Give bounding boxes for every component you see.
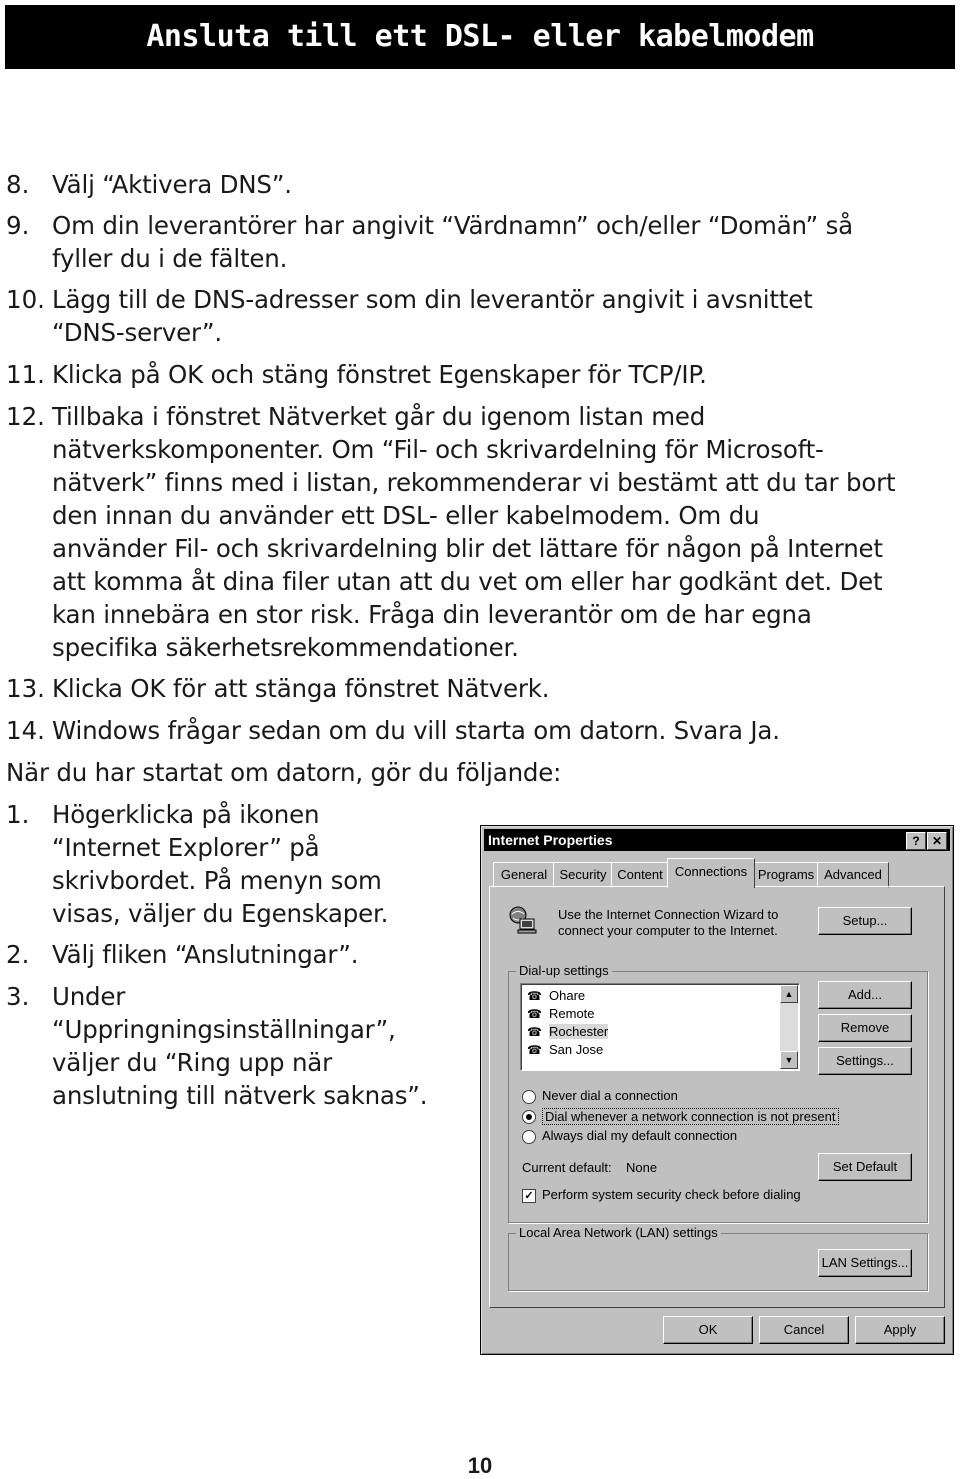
step-text: kan innebära en stor risk. Fråga din leverantör om de har egna [52, 600, 812, 629]
list-item[interactable] [527, 1005, 595, 1022]
option-label: Always dial my default connection [542, 1128, 738, 1143]
wizard-text [558, 907, 778, 939]
step-text: Lägg till de DNS-adresser som din leverantör angivit i avsnittet [52, 285, 813, 314]
help-button[interactable]: ? [906, 832, 926, 850]
tab-programs[interactable]: Programs [753, 862, 819, 888]
step-number: 1. [6, 800, 30, 829]
step-number: 12. [6, 402, 45, 431]
dialog-titlebar [484, 829, 950, 851]
dialup-connection-icon: ☎ [527, 989, 542, 1003]
tab-general[interactable]: General [493, 862, 555, 888]
step-text: nätverk” finns med i listan, rekommenderar vi bestämt att du tar bort [52, 468, 896, 497]
page-number: 10 [467, 1453, 493, 1478]
radio-always-dial[interactable] [522, 1130, 536, 1144]
step-text: “DNS-server”. [52, 318, 222, 347]
current-default-label: Current default: [522, 1160, 612, 1175]
list-item[interactable] [527, 987, 585, 1004]
current-default-value: None [626, 1160, 658, 1175]
security-check-label: Perform system security check before dialing [542, 1187, 801, 1202]
option-label: Never dial a connection [542, 1088, 678, 1103]
list-item-label: San Jose [549, 1042, 604, 1057]
step-text: Under [52, 982, 126, 1011]
list-item-label: Remote [549, 1006, 595, 1021]
step-number: 11. [6, 360, 45, 389]
tab-connections[interactable]: Connections [667, 858, 755, 888]
step-text: anslutning till nätverk saknas”. [52, 1081, 428, 1110]
step-text: Högerklicka på ikonen [52, 800, 320, 829]
step-number: 10. [6, 285, 45, 314]
step-text: Windows frågar sedan om du vill starta om datorn. Svara Ja. [52, 716, 780, 745]
after-restart-text: När du har startat om datorn, gör du följande: [6, 758, 562, 787]
option-label: Dial whenever a network connection is not present [542, 1108, 839, 1125]
list-scrollbar[interactable] [780, 985, 798, 1069]
close-button[interactable]: ✕ [927, 832, 947, 850]
wizard-text-line: connect your computer to the Internet. [558, 923, 778, 938]
add-button[interactable]: Add... [818, 981, 912, 1009]
tab-advanced[interactable]: Advanced [817, 862, 889, 888]
header-bar [5, 5, 955, 69]
scroll-down-icon[interactable]: ▼ [780, 1051, 798, 1069]
dialup-label: Dial-up settings [516, 964, 612, 978]
step-text: väljer du “Ring upp när [52, 1048, 332, 1077]
list-item-label: Ohare [549, 988, 586, 1003]
step-text: “Internet Explorer” på [52, 833, 320, 862]
step-text: Om din leverantörer har angivit “Värdnamn” och/eller “Domän” så [52, 211, 853, 240]
step-text: nätverkskomponenter. Om “Fil- och skrivardelning för Microsoft- [52, 435, 824, 464]
step-text: Tillbaka i fönstret Nätverket går du igenom listan med [52, 402, 706, 431]
page-title: Ansluta till ett DSL- eller kabelmodem [146, 19, 814, 54]
settings-button[interactable]: Settings... [818, 1047, 912, 1075]
lan-label: Local Area Network (LAN) settings [516, 1226, 721, 1240]
step-text: fyller du i de fälten. [52, 244, 288, 273]
cancel-button[interactable]: Cancel [759, 1316, 849, 1344]
ok-button[interactable]: OK [663, 1316, 753, 1344]
tab-security[interactable]: Security [553, 862, 613, 888]
step-text: specifika säkerhetsrekommendationer. [52, 633, 519, 662]
tab-content[interactable]: Content [611, 862, 669, 888]
connections-panel [489, 886, 945, 1308]
step-text: den innan du använder ett DSL- eller kabelmodem. Om du [52, 501, 760, 530]
step-text: visas, väljer du Egenskaper. [52, 899, 389, 928]
step-text: att komma åt dina filer utan att du vet om eller har godkänt det. Det [52, 567, 883, 596]
step-number: 9. [6, 211, 30, 240]
step-number: 8. [6, 170, 30, 199]
security-check-checkbox[interactable]: ✓ [522, 1189, 536, 1203]
step-number: 2. [6, 940, 30, 969]
dialup-connection-icon: ☎ [527, 1043, 542, 1057]
remove-button[interactable]: Remove [818, 1014, 912, 1042]
list-item-selected[interactable] [527, 1023, 608, 1040]
setup-button[interactable]: Setup... [818, 907, 912, 935]
radio-never-dial[interactable] [522, 1090, 536, 1104]
step-number: 3. [6, 982, 30, 1011]
dialup-connection-icon: ☎ [527, 1025, 542, 1039]
list-item[interactable] [527, 1041, 603, 1058]
step-text: Klicka på OK och stäng fönstret Egenskaper för TCP/IP. [52, 360, 707, 389]
step-text: Välj “Aktivera DNS”. [52, 170, 292, 199]
step-text: Klicka OK för att stänga fönstret Nätverk. [52, 674, 550, 703]
step-text: “Uppringningsinställningar”, [52, 1015, 396, 1044]
computer-globe-icon [508, 905, 538, 935]
internet-properties-dialog [480, 825, 954, 1355]
dialup-connection-icon: ☎ [527, 1007, 542, 1021]
step-number: 14. [6, 716, 45, 745]
list-item-label: Rochester [549, 1024, 609, 1039]
radio-dial-whenever[interactable] [522, 1110, 536, 1124]
set-default-button[interactable]: Set Default [818, 1153, 912, 1181]
wizard-text-line: Use the Internet Connection Wizard to [558, 907, 779, 922]
step-number: 13. [6, 674, 45, 703]
dialup-listbox[interactable] [520, 983, 800, 1071]
scroll-up-icon[interactable]: ▲ [780, 985, 798, 1003]
apply-button[interactable]: Apply [855, 1316, 945, 1344]
step-text: Välj fliken “Anslutningar”. [52, 940, 359, 969]
dialog-title: Internet Properties [488, 832, 613, 848]
step-text: skrivbordet. På menyn som [52, 866, 382, 895]
lan-settings-button[interactable]: LAN Settings... [818, 1249, 912, 1277]
step-text: använder Fil- och skrivardelning blir det lättare för någon på Internet [52, 534, 883, 563]
